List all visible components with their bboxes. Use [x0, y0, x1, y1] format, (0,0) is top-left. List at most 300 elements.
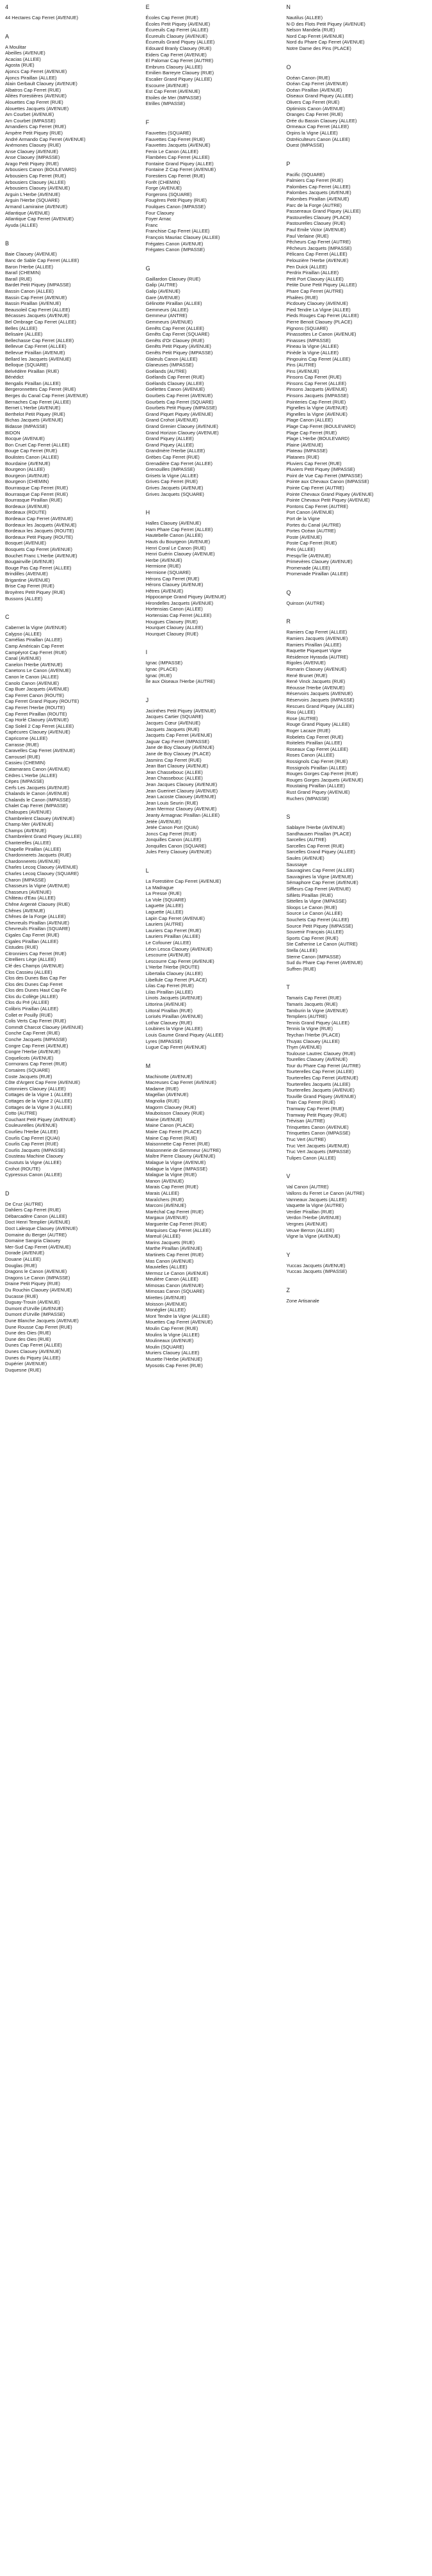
street-entry: Pen Duick (ALLEE) — [286, 263, 328, 270]
street-entry: Charles Lecoq Claouey (SQUARE) — [5, 871, 79, 876]
street-entry: Jonquilles Canon (SQUARE) — [145, 842, 207, 849]
street-entry: BIDON — [5, 429, 20, 436]
street-entry: Clos du Collège (ALLEE) — [5, 993, 58, 999]
street-entry: Arbousiers Canon (BOULEVARD) — [5, 167, 77, 173]
street-entry: Ramiers Jacquets (AVENUE) — [286, 636, 348, 642]
street-entry: Laguette (ALLEE) — [145, 909, 184, 915]
street-entry: Beausoleil Cap Ferret (ALLEE) — [5, 306, 70, 313]
letter-section — [146, 4, 283, 107]
street-entry: Mauboisson Claouey (RUE) — [145, 1110, 205, 1117]
street-entry: La Forestière Cap Ferret (AVENUE) — [145, 878, 221, 885]
street-entry: Jaguar Cap Ferret (IMPASSE) — [145, 738, 209, 744]
street-entry: Verdon l'Herbe (AVENUE) — [286, 1215, 341, 1221]
street-entry: Henri Guérin Claouey (AVENUE) — [145, 551, 215, 557]
street-entry: Poste (AVENUE) — [286, 534, 323, 540]
street-entry: Écureuils Cap Ferret (ALLEE) — [145, 27, 209, 33]
street-entry: Cotto (AUTRE) — [5, 1110, 37, 1117]
street-entry: Carrousel (RUE) — [5, 753, 40, 760]
street-entry: Pointe Chevaux Petit Piquey (AVENUE) — [286, 497, 370, 504]
street-entry: Banc de Sable Cap Ferret (ALLEE) — [5, 258, 79, 263]
street-entry: Magorm Claouey (RUE) — [145, 1104, 196, 1110]
street-entry: Cap Horlé Claouey (AVENUE) — [5, 717, 69, 723]
street-entry: Boulistes Canon (ALLEE) — [5, 454, 59, 460]
letter-section — [286, 1252, 423, 1275]
street-entry: Glaïeuls Canon (ALLEE) — [145, 356, 198, 362]
street-entry: Oranges Cap Ferret (RUE) — [286, 111, 343, 118]
street-entry: Pastourelles Claouey (RUE) — [286, 220, 346, 227]
street-entry: Pontons Cap Ferret (AUTRE) — [286, 503, 348, 509]
street-entry: Jean Bart Claouey (AVENUE) — [145, 763, 209, 769]
street-entry: Emilien Barreyre Claouey (RUE) — [145, 70, 214, 76]
street-entry: Dunes Cap Ferret (ALLEE) — [5, 1342, 62, 1349]
letter-section — [5, 1190, 142, 1374]
street-entry: Courlis Jacquets (IMPASSE) — [5, 1147, 65, 1153]
street-entry: Marconi (AVENUE) — [145, 1202, 186, 1209]
letter-section — [286, 161, 423, 577]
street-entry: Lescourre Cap Ferret (AVENUE) — [145, 958, 214, 964]
street-entry: Moulin Cap Ferret (RUE) — [145, 1325, 198, 1332]
letter-section — [5, 33, 142, 229]
street-entry: Est Cap Ferret (AVENUE) — [145, 88, 200, 95]
street-entry: Gélinotte Piraillan (ALLEE) — [145, 300, 202, 307]
street-entry: Sud du Phare Cap Ferret (AVENUE) — [286, 960, 363, 966]
street-entry: Pinassottes Le Canon (AVENUE) — [286, 331, 356, 338]
street-entry: Pluviers Petit Piquey (IMPASSE) — [286, 466, 355, 473]
street-entry: Roustaing Piraillan (ALLEE) — [286, 783, 345, 789]
street-entry: Gaillardon Claouey (RUE) — [145, 275, 201, 282]
street-entry: Alouettes Cap Ferret (RUE) — [5, 99, 63, 105]
street-entry: Truc Vert Jacquets (IMPASSE) — [286, 1149, 351, 1155]
street-entry: Doct Lalesque Claouey (AVENUE) — [5, 1226, 78, 1232]
street-entry: Hirondelles Jacquets (AVENUE) — [145, 600, 214, 606]
street-entry: Grenadière Cap Ferret (ALLEE) — [145, 460, 213, 466]
street-entry: Chambrelent Grand Piquey (ALLEE) — [5, 833, 82, 840]
street-entry: Bergeronnettes Cap Ferret (RUE) — [5, 386, 76, 393]
section-letter: V — [286, 1173, 291, 1180]
street-entry: Prés (ALLEE) — [286, 546, 316, 552]
section-letter: R — [286, 618, 291, 625]
street-entry: Fougères Petit Piquey (RUE) — [145, 197, 207, 204]
street-entry: Romarin Claouey (AVENUE) — [286, 666, 347, 673]
street-entry: Orée du Bassin Claouey (ALLEE) — [286, 117, 357, 124]
street-entry: Clé des Champs (AVENUE) — [5, 962, 64, 969]
section-letter: A — [5, 33, 10, 40]
street-entry: Baraïl (RUE) — [5, 275, 32, 282]
street-entry: Fauvettes (SQUARE) — [145, 129, 191, 136]
street-entry: Libertalia Claouey (ALLEE) — [145, 970, 203, 976]
street-entry: Dragons Le Canon (IMPASSE) — [5, 1274, 70, 1281]
street-entry: Marais (ALLEE) — [145, 1190, 179, 1196]
street-entry: Pieds Rouges Cap Ferret (ALLEE) — [286, 313, 359, 319]
street-entry: Veuve Berron (ALLEE) — [286, 1227, 335, 1233]
street-entry: Arbousiers Claouey (ALLEE) — [5, 179, 66, 185]
street-entry: Canelon l'Herbe (AVENUE) — [5, 661, 63, 668]
street-entry: Jacquets Cap Ferret (AVENUE) — [145, 732, 212, 739]
street-entry: Pastourelles Claouey (PLACE) — [286, 214, 351, 220]
street-entry: Chalands le Canon (AVENUE) — [5, 791, 69, 797]
street-entry: Tourterelles Jacquets (ALLEE) — [286, 1081, 351, 1087]
street-entry: Rossignols Piraillan (ALLEE) — [286, 764, 347, 771]
street-entry: Lilas Piraillan (ALLEE) — [145, 989, 193, 995]
street-entry: Carrasse (RUE) — [5, 741, 39, 748]
street-entry: Ruchers (IMPASSE) — [286, 795, 330, 801]
street-entry: Atlantique (AVENUE) — [5, 209, 50, 216]
street-entry: Grand Horizon Claouey (AVENUE) — [145, 429, 219, 436]
street-entry: Sloops Le Canon (RUE) — [286, 904, 337, 910]
street-entry: Ignac (IMPASSE) — [145, 660, 183, 666]
street-entry: Domaine Sangria Claouey — [5, 1238, 61, 1244]
street-entry: Grand Grenier Claouey (AVENUE) — [145, 423, 218, 430]
street-entry: Alouettes Jacquets (AVENUE) — [5, 105, 69, 111]
street-entry: Douane (ALLEE) — [5, 1256, 41, 1263]
street-entry: Pins (AUTRE) — [286, 362, 316, 368]
section-letter: S — [286, 814, 291, 821]
street-entry: Jonquilles Canon (ALLEE) — [145, 837, 202, 843]
street-entry: Acacias (ALLEE) — [5, 56, 41, 62]
street-entry: Forêt (CHEMIN) — [145, 179, 180, 185]
street-entry: Bourrasque Piraillan (RUE) — [5, 497, 63, 504]
street-entry: Coustuts la Vigne (ALLEE) — [5, 1159, 61, 1165]
street-entry: Joncs Cap Ferret (RUE) — [145, 830, 196, 837]
street-entry: Grives Cap Ferret (RUE) — [145, 479, 198, 485]
street-entry: Maire Cap Ferret (PLACE) — [145, 1129, 202, 1135]
street-entry: Baie Claouey (AVENUE) — [5, 251, 57, 258]
street-entry: Olivers Cap Ferret (RUE) — [286, 99, 340, 105]
street-entry: Grèbes Cap Ferret (RUE) — [145, 454, 200, 460]
street-entry: Pelouzière l'Herbe (AVENUE) — [286, 258, 349, 263]
street-entry: Palombes Jacquets (AVENUE) — [286, 190, 351, 196]
street-entry: Campéyrot Cap Ferret (RUE) — [5, 649, 67, 655]
street-entry: Baraïl (CHEMIN) — [5, 270, 41, 276]
street-entry: Nord Cap Ferret (AVENUE) — [286, 33, 344, 39]
section-letter: Z — [286, 1286, 290, 1293]
letter-section — [146, 649, 283, 684]
street-entry: Ham Phare Cap Ferret (ALLEE) — [145, 526, 213, 532]
street-entry: Vaquette la Vigne (AUTRE) — [286, 1202, 344, 1209]
street-entry: L'Herbe l'Herbe (ROUTE) — [145, 964, 200, 971]
street-entry: Lilas Cap Ferret (RUE) — [145, 983, 194, 989]
street-entry: Grand Piquet Piquey (AVENUE) — [145, 411, 213, 417]
street-entry: Templiers (AUTRE) — [286, 1013, 327, 1020]
street-entry: Couleuvrelles (AVENUE) — [5, 1122, 58, 1129]
street-entry: Touville Grand Piquey (AVENUE) — [286, 1093, 356, 1099]
street-entry: Goélands (AUTRE) — [145, 368, 187, 374]
street-entry: Pêcheurs Cap Ferret (AUTRE) — [286, 239, 351, 245]
street-entry: Souchets Cap Ferret (ALLEE) — [286, 917, 349, 923]
street-entry: Jean Chassebouc (ALLEE) — [145, 775, 203, 782]
section-letter: P — [286, 160, 291, 167]
street-entry: Océan Canon (RUE) — [286, 74, 330, 81]
street-entry: Macreuses Cap Ferret (AVENUE) — [145, 1079, 217, 1086]
street-entry: Hortensias Cap Ferret (ALLEE) — [145, 612, 212, 619]
street-entry: Cap Ferret Canon (ROUTE) — [5, 692, 64, 698]
street-entry: Thuyas Claouey (ALLEE) — [286, 1038, 340, 1044]
street-entry: Myosotis Cap Ferret (RUE) — [145, 1362, 203, 1368]
street-entry: Duguay-Trouin (AVENUE) — [5, 1299, 60, 1306]
street-entry: Clos Cassieu (ALLEE) — [5, 969, 52, 975]
street-entry: Grenouilles (IMPASSE) — [145, 466, 195, 473]
street-entry: Cypressus Canon (ALLEE) — [5, 1172, 62, 1178]
street-entry: Hauts du Bourgeon (AVENUE) — [145, 538, 211, 545]
street-entry: Plaine (AVENUE) — [286, 441, 323, 448]
street-entry: Franchise Cap Ferret (ALLEE) — [145, 228, 210, 234]
street-entry: Dorade (AVENUE) — [5, 1250, 45, 1256]
street-entry: Bourdaine (AVENUE) — [5, 460, 51, 466]
street-entry: Louis Gaume Grand Piquey (ALLEE) — [145, 1031, 223, 1038]
street-entry: Sarcelles Cap Ferret (RUE) — [286, 842, 344, 849]
street-entry: Libellule Cap Ferret (PLACE) — [145, 976, 207, 983]
street-entry: Clos du Pré (ALLEE) — [5, 999, 49, 1006]
street-entry: Capécures Claouey (AVENUE) — [5, 729, 70, 735]
street-entry: Truc Vert Jacquets (AVENUE) — [286, 1142, 349, 1149]
street-entry: Cigales Cap Ferret (RUE) — [5, 931, 60, 938]
letter-section — [286, 1173, 423, 1239]
section-letter: Q — [286, 589, 291, 596]
street-entry: Maraîchers (RUE) — [145, 1196, 184, 1202]
street-entry: Bon Cruet Cap Ferret (ALLEE) — [5, 441, 70, 448]
street-entry: Pointe Chevaux Grand Piquey (AVENUE) — [286, 491, 374, 497]
street-entry: Agosta (RUE) — [5, 62, 35, 69]
street-entry: Domaine du Berger (AUTRE) — [5, 1231, 67, 1238]
street-entry: Clos des Dunes Haut Cap Fe — [5, 987, 67, 994]
street-entry: Réousse l'Herbe (AVENUE) — [286, 684, 345, 691]
street-entry: Résidence Hyrasda (AUTRE) — [286, 653, 348, 660]
street-entry: Monéglier (ALLEE) — [145, 1307, 186, 1313]
street-entry: Pinsons Jacquets (AVENUE) — [286, 386, 348, 393]
street-entry: Congre l'Herbe (AVENUE) — [5, 1049, 61, 1055]
street-entry: Jane de Boy Claouey (PLACE) — [145, 750, 211, 757]
street-entry: Platanes (RUE) — [286, 454, 319, 460]
street-entry: La Vole (SQUARE) — [145, 896, 186, 903]
street-entry: Doct Henri Templier (AVENUE) — [5, 1219, 70, 1226]
street-entry: Herbe (AVENUE) — [145, 557, 182, 563]
street-entry: Promenade Piraillan (ALLEE) — [286, 571, 348, 577]
street-entry: Anémones Claouey (RUE) — [5, 142, 61, 149]
street-entry: Jeanty Armagnac Piraillan (ALLEE) — [145, 812, 220, 818]
street-entry: Port de la Vigne — [286, 515, 320, 521]
street-entry: Sarcelles (AUTRE) — [286, 837, 326, 843]
street-entry: Dunes du Piquey (ALLEE) — [5, 1354, 61, 1361]
street-entry: Bernet L'Herbe (AVENUE) — [5, 405, 61, 411]
street-entry: Cistudes (RUE) — [5, 944, 38, 951]
street-entry: Cèpes (IMPASSE) — [5, 778, 44, 785]
street-entry: Jacques Cœur (AVENUE) — [145, 720, 200, 726]
street-entry: Belisaire (ALLEE) — [5, 331, 43, 338]
street-entry: La Madrague — [145, 884, 174, 890]
street-entry: Arago Petit Piquey (RUE) — [5, 160, 59, 167]
street-entry: Pointe Cap Ferret (AUTRE) — [286, 484, 344, 491]
street-entry: Jasmins Cap Ferret (RUE) — [145, 757, 202, 763]
street-entry: Tourterelles Cap Ferret (ALLEE) — [286, 1069, 354, 1075]
street-entry: Dune des Oies (RUE) — [5, 1330, 51, 1336]
street-entry: Foulques Canon (IMPASSE) — [145, 204, 206, 210]
street-entry: Réservoirs Jacquets (IMPASSE) — [286, 697, 355, 703]
letter-section — [286, 618, 423, 801]
street-entry: Océan Cap Ferret (AVENUE) — [286, 81, 348, 87]
street-entry: Bordeaux Petit Piquey (ROUTE) — [5, 534, 73, 540]
street-entry: Tamaris Cap Ferret (RUE) — [286, 995, 342, 1001]
letter-section — [146, 867, 283, 1051]
section-letter: B — [5, 240, 10, 247]
street-entry: Tramway Petit Piquey (RUE) — [286, 1112, 347, 1118]
street-entry: Chalands le Canon (IMPASSE) — [5, 796, 71, 803]
street-entry: Canolo Canon (AVENUE) — [5, 680, 60, 686]
street-entry: Bouge Pas Cap Ferret (ALLEE) — [5, 564, 72, 571]
street-entry: Pinsons Cap Ferret (ALLEE) — [286, 380, 346, 386]
street-entry: Belvédère Piraillan (RUE) — [5, 368, 60, 374]
street-entry: Jean Lacoste Claouey (AVENUE) — [145, 794, 216, 800]
street-entry: Conche Cap Ferret (RUE) — [5, 1030, 60, 1037]
street-entry: Ramiers Piraillan (ALLEE) — [286, 641, 342, 648]
street-entry: Dragons le Canon (AVENUE) — [5, 1268, 67, 1275]
street-entry: Atlantique Cap Ferret (AVENUE) — [5, 216, 74, 222]
street-entry: Ajoncs Cap Ferret (AVENUE) — [5, 68, 67, 74]
street-entry: Goélettes Canon (AVENUE) — [145, 386, 205, 393]
street-entry: Bénédict — [5, 374, 24, 381]
street-entry: Cerfs Les Jacquets (AVENUE) — [5, 784, 70, 791]
street-entry: Grives Jacquets (AVENUE) — [145, 484, 204, 491]
street-entry: Vergnes (AVENUE) — [286, 1220, 328, 1227]
street-entry: Forge (AVENUE) — [145, 185, 182, 192]
street-entry: Colis Verts Cap Ferret (RUE) — [5, 1018, 67, 1024]
street-entry: Cousteau Machine Claouey — [5, 1153, 63, 1160]
street-entry: Chevreuils Piraillan (SQUARE) — [5, 926, 70, 932]
street-entry: Gourbets Petit Piquey (IMPASSE) — [145, 405, 217, 411]
street-entry: Sauvagines la Vigne (AVENUE) — [286, 873, 353, 880]
street-entry: Moulins la Vigne (ALLEE) — [145, 1331, 200, 1338]
street-entry: Presqu'île (AVENUE) — [286, 552, 331, 559]
street-entry: Chasseurs (AVENUE) — [5, 889, 52, 895]
street-entry: Camélias Piraillan (ALLEE) — [5, 637, 63, 643]
street-entry: Pignelles la Vigne (AVENUE) — [286, 405, 348, 411]
section-letter: T — [286, 984, 290, 991]
street-entry: Pied Tendre La Vigne (ALLEE) — [286, 306, 351, 313]
street-entry: Trinquettes Canon (IMPASSE) — [286, 1130, 351, 1136]
index-column — [286, 4, 427, 1385]
street-entry: Picdouey Claouey (AVENUE) — [286, 300, 348, 307]
street-entry: Chambrelent Claouey (AVENUE) — [5, 815, 75, 821]
letter-section — [5, 4, 142, 21]
street-entry: Bellevue Piraillan (AVENUE) — [5, 349, 65, 356]
street-entry: Rouges Gorges Cap Ferret (RUE) — [286, 771, 358, 777]
letter-section — [286, 984, 423, 1161]
section-letter: H — [145, 509, 150, 516]
street-entry: Jean Guerinet Claouey (AVENUE) — [145, 787, 218, 794]
street-entry: Fauvettes Jacquets (AVENUE) — [145, 142, 211, 149]
street-entry: Franc — [145, 222, 158, 228]
street-entry: Bocque (AVENUE) — [5, 436, 45, 442]
street-entry: Pinasses (IMPASSE) — [286, 337, 331, 343]
street-entry: Allées Forestières (AVENUE) — [5, 93, 67, 99]
street-entry: Hourquet Claouey (RUE) — [145, 630, 198, 637]
street-entry: Jane de Boy Claouey (AVENUE) — [145, 744, 214, 751]
street-entry: Mas Canon (AVENUE) — [145, 1258, 194, 1264]
street-entry: Sterne Canon (IMPASSE) — [286, 953, 341, 960]
street-entry: Sémaphore Cap Ferret (AVENUE) — [286, 880, 358, 886]
street-entry: Moisson (AVENUE) — [145, 1300, 188, 1307]
street-entry: Am Courbet (AVENUE) — [5, 111, 54, 118]
street-entry: Écureuils Grand Piquey (ALLEE) — [145, 39, 215, 45]
street-entry: Petit Port Claouey (ALLEE) — [286, 275, 344, 282]
street-entry: Bourrasque Cap Ferret (RUE) — [5, 491, 68, 497]
street-entry: Henri Coral Le Canon (RUE) — [145, 545, 206, 551]
street-entry: Genêts Petit Piquey (AVENUE) — [145, 343, 211, 350]
street-entry: Courlis Cap Ferret (RUE) — [5, 1141, 58, 1147]
street-entry: Alain Gerbault Claouey (AVENUE) — [5, 81, 77, 87]
street-entry: Littoral Piraillan (RUE) — [145, 1007, 193, 1013]
street-entry: Chalet Cap Ferret (IMPASSE) — [5, 803, 68, 809]
street-entry: Brindilles (AVENUE) — [5, 571, 48, 577]
street-entry: Bidasse (IMPASSE) — [5, 423, 47, 430]
street-entry: Galip (AVENUE) — [145, 288, 180, 294]
street-entry: Congre Cap Ferret (AVENUE) — [5, 1042, 68, 1049]
street-entry: Vallons du Ferret Le Canon (AUTRE) — [286, 1190, 365, 1196]
street-entry: Lugue Cap Ferret (AVENUE) — [145, 1044, 207, 1051]
street-entry: Perdrix Piraillan (ALLEE) — [286, 270, 339, 276]
street-entry: Brigantine (AVENUE) — [5, 577, 51, 583]
street-entry: Pins (AVENUE) — [286, 368, 319, 374]
street-entry: Écoles Petit Piquey (AVENUE) — [145, 21, 211, 27]
street-entry: Chevreuils Piraillan (AVENUE) — [5, 919, 70, 926]
street-entry: Tennis Grand Piquey (ALLEE) — [286, 1019, 349, 1026]
street-entry: Rossignols Cap Ferret (RUE) — [286, 758, 348, 764]
street-entry: Hérons Cap Ferret (RUE) — [145, 575, 200, 582]
street-entry: Écureuils Claouey (AVENUE) — [145, 33, 208, 39]
letter-section — [146, 119, 283, 253]
street-entry: Jean Louis Seurin (RUE) — [145, 800, 198, 806]
street-entry: Ormeaux Cap Ferret (ALLEE) — [286, 124, 349, 130]
street-entry: Sports Cap Ferret (RUE) — [286, 935, 339, 941]
street-entry: Roitelets Piraillan (ALLEE) — [286, 740, 342, 746]
street-entry: Anse Claouey (AVENUE) — [5, 148, 58, 154]
street-entry: Jean Mermoz Claouey (AVENUE) — [145, 806, 217, 812]
street-entry: Pignons (SQUARE) — [286, 325, 328, 331]
street-entry: Ramiers Cap Ferret (ALLEE) — [286, 629, 348, 636]
street-entry: Verdier Piraillan (RUE) — [286, 1208, 334, 1215]
street-entry: Maréchal Cap Ferret (RUE) — [145, 1208, 204, 1215]
street-entry: Bellard les Jacquets (AVENUE) — [5, 356, 71, 362]
section-letter: L — [145, 867, 149, 874]
street-entry: Gourbets Cap Ferret (SQUARE) — [145, 398, 214, 405]
street-entry: Bécasses Jacquets (AVENUE) — [5, 313, 70, 319]
street-entry: Rose (AUTRE) — [286, 715, 318, 721]
street-entry: Raquette Piquequet Vigne — [286, 648, 342, 654]
street-entry: Jetée (AVENUE) — [145, 818, 181, 824]
street-entry: Littorina (AVENUE) — [145, 1001, 186, 1007]
street-entry: Ducasse (RUE) — [5, 1293, 38, 1299]
letter-section — [286, 814, 423, 972]
street-entry: Portes Océan (AUTRE) — [286, 528, 336, 534]
street-entry: Dune Rousse Cap Ferret (RUE) — [5, 1324, 72, 1330]
street-entry: Sandhausen Piraillan (PLACE) — [286, 830, 351, 837]
street-entry: Marais Cap Ferret (RUE) — [145, 1184, 198, 1190]
street-entry: Ste Catherine Le Canon (AUTRE) — [286, 941, 358, 948]
street-entry: Galip (AUTRE) — [145, 282, 177, 288]
street-entry: Malague la Vigne (RUE) — [145, 1172, 197, 1178]
street-entry: Vigne la Vigne (AVENUE) — [286, 1233, 340, 1240]
street-entry: Maître Pierre Claouey (AVENUE) — [145, 1153, 216, 1160]
section-letter: O — [286, 63, 291, 70]
street-entry: Lauriers Piraillan (ALLEE) — [145, 933, 200, 940]
street-entry: Maisonnerie de Gemmeur (AUTRE) — [145, 1147, 221, 1153]
street-entry: Mouettes Cap Ferret (AVENUE) — [145, 1319, 213, 1325]
street-entry: Sauvagines Cap Ferret (ALLEE) — [286, 867, 355, 874]
street-entry: Dune des Oies (RUE) — [5, 1336, 51, 1342]
street-entry: Dune Blanche Jacquets (AVENUE) — [5, 1317, 79, 1324]
street-entry: Frégates Canon (AVENUE) — [145, 240, 204, 247]
street-entry: Marins Jacquets (RUE) — [145, 1239, 195, 1245]
street-entry: Bouge Cap Ferret (RUE) — [5, 448, 58, 454]
